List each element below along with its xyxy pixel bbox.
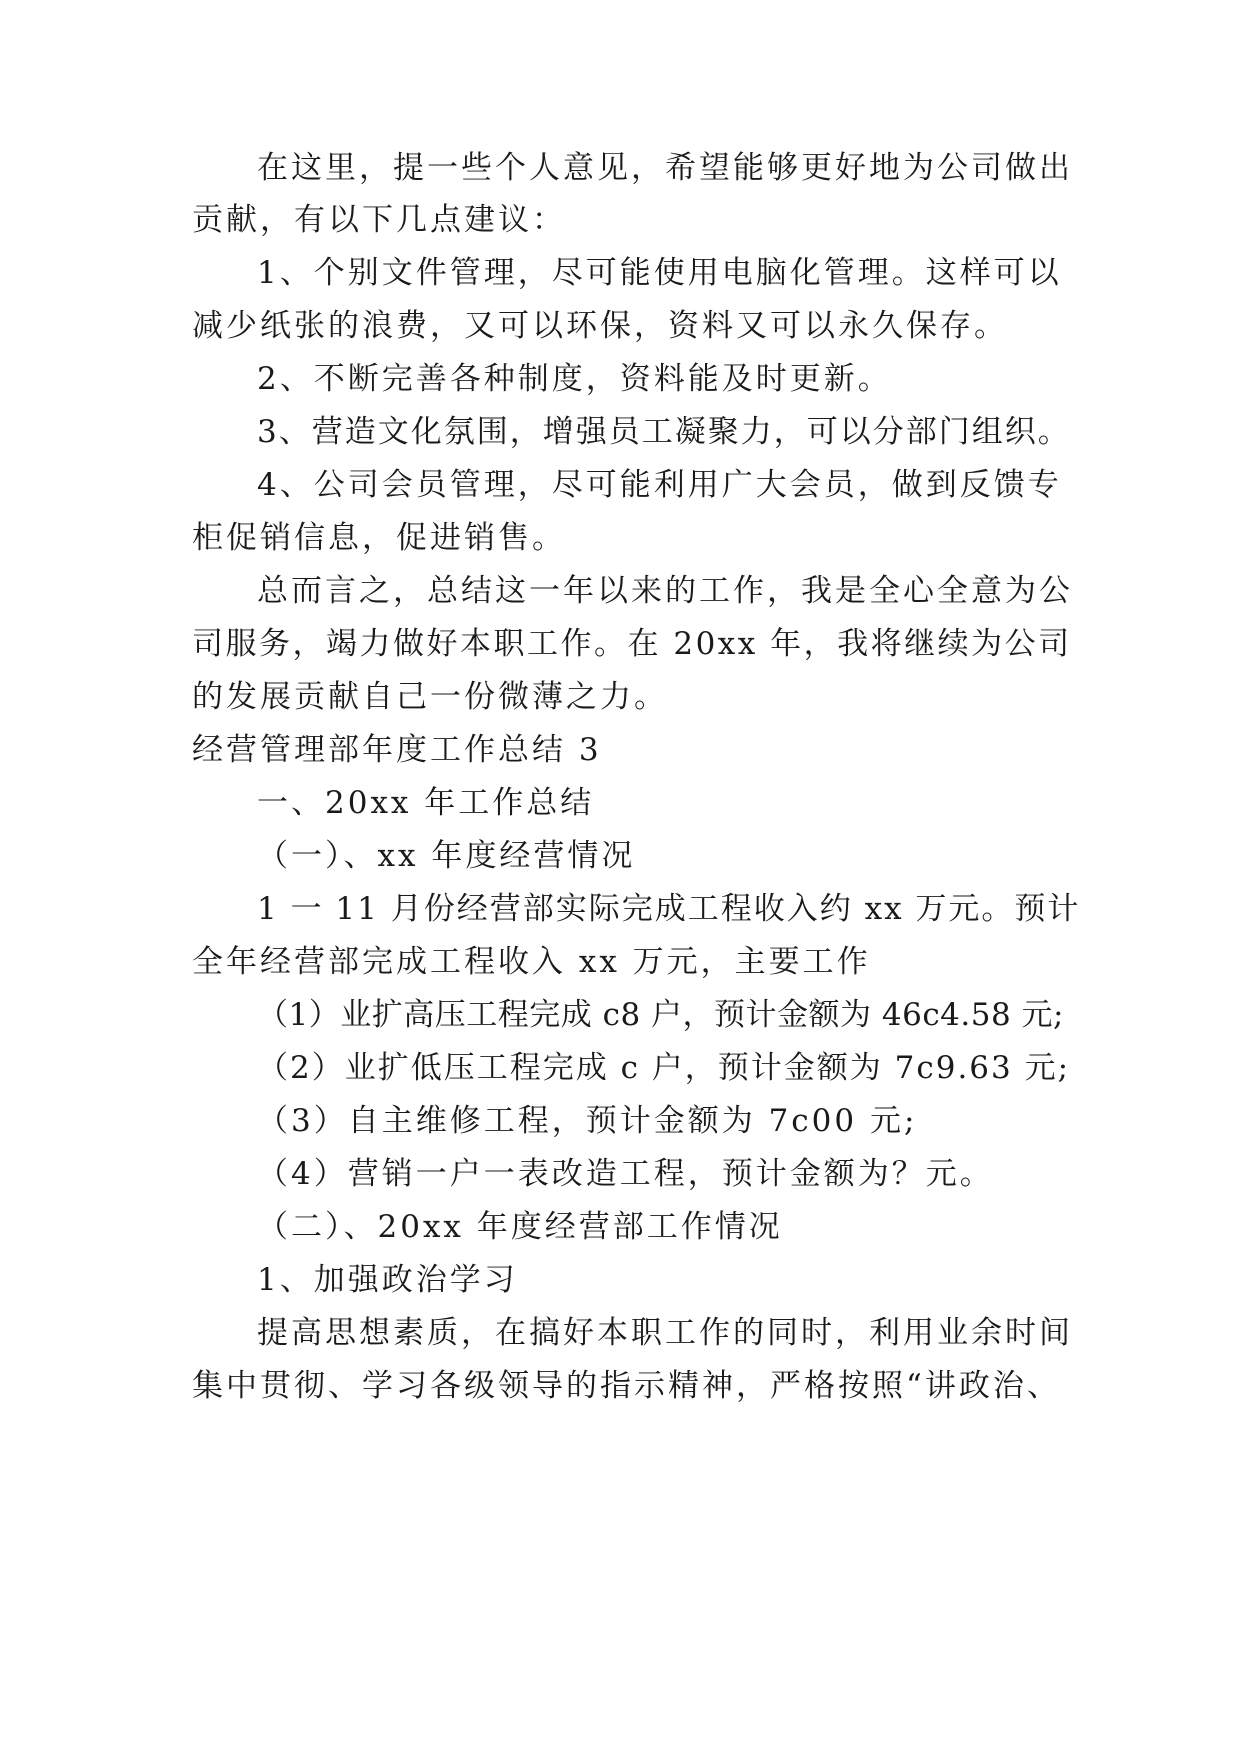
list-item-work-3: （3）自主维修工程，预计金额为 7c00 元; xyxy=(257,1103,918,1139)
heading-level-2-operations: （一）、xx 年度经营情况 xyxy=(257,838,636,874)
section-title: 经营管理部年度工作总结 3 xyxy=(192,732,602,768)
list-item-suggestion-1: 1、个别文件管理，尽可能使用电脑化管理。这样可以 xyxy=(257,255,1062,291)
list-item-work-4: （4）营销一户一表改造工程，预计金额为？元。 xyxy=(257,1156,994,1192)
paragraph-conclusion-cont-1: 司服务，竭力做好本职工作。在 20xx 年，我将继续为公司 xyxy=(192,626,1072,662)
list-item-suggestion-1-cont: 减少纸张的浪费，又可以环保，资料又可以永久保存。 xyxy=(192,308,1008,344)
paragraph-conclusion: 总而言之，总结这一年以来的工作，我是全心全意为公 xyxy=(257,573,1073,609)
paragraph-study-cont: 集中贯彻、学习各级领导的指示精神，严格按照“讲政治、 xyxy=(192,1368,1061,1404)
list-item-suggestion-2: 2、不断完善各种制度，资料能及时更新。 xyxy=(257,361,892,397)
paragraph-study: 提高思想素质，在搞好本职工作的同时，利用业余时间 xyxy=(257,1315,1073,1351)
list-item-suggestion-3: 3、营造文化氛围，增强员工凝聚力，可以分部门组织。 xyxy=(257,414,1071,450)
heading-level-2-work: （二）、20xx 年度经营部工作情况 xyxy=(257,1209,783,1245)
paragraph-suggestions-intro: 在这里，提一些个人意见，希望能够更好地为公司做出 xyxy=(257,150,1073,186)
paragraph-revenue: 1 一 11 月份经营部实际完成工程收入约 xx 万元。预计 xyxy=(257,891,1081,927)
paragraph-revenue-cont: 全年经营部完成工程收入 xx 万元，主要工作 xyxy=(192,944,871,980)
list-item-suggestion-4: 4、公司会员管理，尽可能利用广大会员，做到反馈专 xyxy=(257,467,1062,503)
paragraph-suggestions-intro-cont: 贡献，有以下几点建议： xyxy=(192,202,566,238)
heading-level-3-politics: 1、加强政治学习 xyxy=(257,1262,518,1298)
list-item-work-1: （1）业扩高压工程完成 c8 户，预计金额为 46c4.58 元; xyxy=(257,997,1064,1033)
list-item-work-2: （2）业扩低压工程完成 c 户，预计金额为 7c9.63 元; xyxy=(257,1050,1071,1086)
list-item-suggestion-4-cont: 柜促销信息，促进销售。 xyxy=(192,520,566,556)
paragraph-conclusion-cont-2: 的发展贡献自己一份微薄之力。 xyxy=(192,679,668,715)
heading-level-1: 一、20xx 年工作总结 xyxy=(257,785,595,821)
